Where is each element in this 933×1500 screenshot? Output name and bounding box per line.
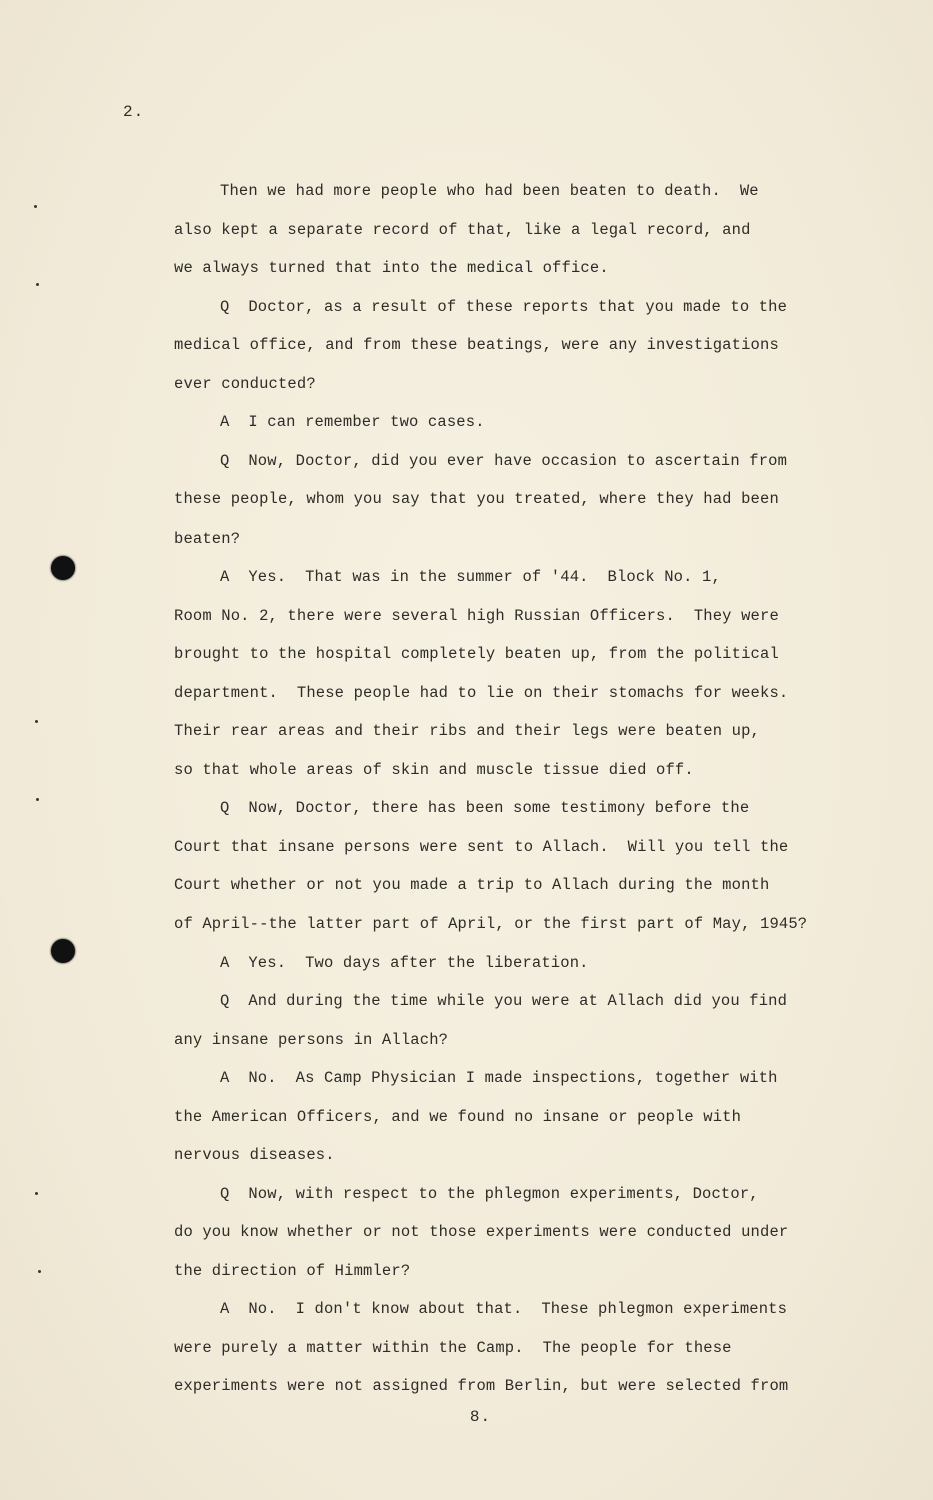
text-line: the American Officers, and we found no insane or people with bbox=[174, 1108, 742, 1126]
text-line: Then we had more people who had been beaten to death. We bbox=[220, 182, 759, 200]
text-line: any insane persons in Allach? bbox=[174, 1031, 449, 1049]
text-line: Court that insane persons were sent to Allach. Will you tell the bbox=[174, 838, 789, 856]
text-line: also kept a separate record of that, like a legal record, and bbox=[174, 221, 751, 239]
text-line: nervous diseases. bbox=[174, 1146, 335, 1164]
text-line: Q Now, Doctor, did you ever have occasion to ascertain from bbox=[220, 452, 788, 470]
text-line: department. These people had to lie on their stomachs for weeks. bbox=[174, 684, 789, 702]
text-line: Q Doctor, as a result of these reports that you made to the bbox=[220, 298, 788, 316]
text-line: do you know whether or not those experiments were conducted under bbox=[174, 1223, 789, 1241]
text-line: the direction of Himmler? bbox=[174, 1262, 411, 1280]
text-line: medical office, and from these beatings, were any investigations bbox=[174, 336, 779, 354]
margin-speck bbox=[36, 283, 39, 286]
text-line: Room No. 2, there were several high Russian Officers. They were bbox=[174, 607, 779, 625]
page-number-bottom: 8. bbox=[469, 1408, 492, 1426]
margin-speck bbox=[35, 1192, 38, 1195]
text-line: Court whether or not you made a trip to Allach during the month bbox=[174, 876, 770, 894]
margin-speck bbox=[35, 720, 38, 723]
text-line: Q Now, Doctor, there has been some testimony before the bbox=[220, 799, 750, 817]
text-line: A No. I don't know about that. These phlegmon experiments bbox=[220, 1300, 788, 1318]
punch-hole bbox=[51, 556, 75, 580]
text-line: beaten? bbox=[174, 530, 241, 548]
margin-speck bbox=[34, 205, 37, 208]
text-line: of April--the latter part of April, or the first part of May, 1945? bbox=[174, 915, 808, 933]
text-line: we always turned that into the medical office. bbox=[174, 259, 609, 277]
text-line: were purely a matter within the Camp. The people for these bbox=[174, 1339, 732, 1357]
margin-speck bbox=[38, 1270, 41, 1273]
text-line: A I can remember two cases. bbox=[220, 413, 485, 431]
text-line: ever conducted? bbox=[174, 375, 316, 393]
text-line: A Yes. That was in the summer of '44. Block No. 1, bbox=[220, 568, 721, 586]
text-line: experiments were not assigned from Berlin, but were selected from bbox=[174, 1377, 789, 1395]
margin-speck bbox=[36, 798, 39, 801]
text-line: A Yes. Two days after the liberation. bbox=[220, 954, 589, 972]
text-line: Q And during the time while you were at Allach did you find bbox=[220, 992, 788, 1010]
page-number-top: 2. bbox=[123, 103, 145, 121]
text-line: so that whole areas of skin and muscle tissue died off. bbox=[174, 761, 694, 779]
text-line: A No. As Camp Physician I made inspections, together with bbox=[220, 1069, 778, 1087]
text-line: these people, whom you say that you treated, where they had been bbox=[174, 490, 779, 508]
text-line: brought to the hospital completely beaten up, from the political bbox=[174, 645, 779, 663]
text-line: Q Now, with respect to the phlegmon experiments, Doctor, bbox=[220, 1185, 759, 1203]
punch-hole bbox=[51, 939, 75, 963]
text-line: Their rear areas and their ribs and their legs were beaten up, bbox=[174, 722, 760, 740]
